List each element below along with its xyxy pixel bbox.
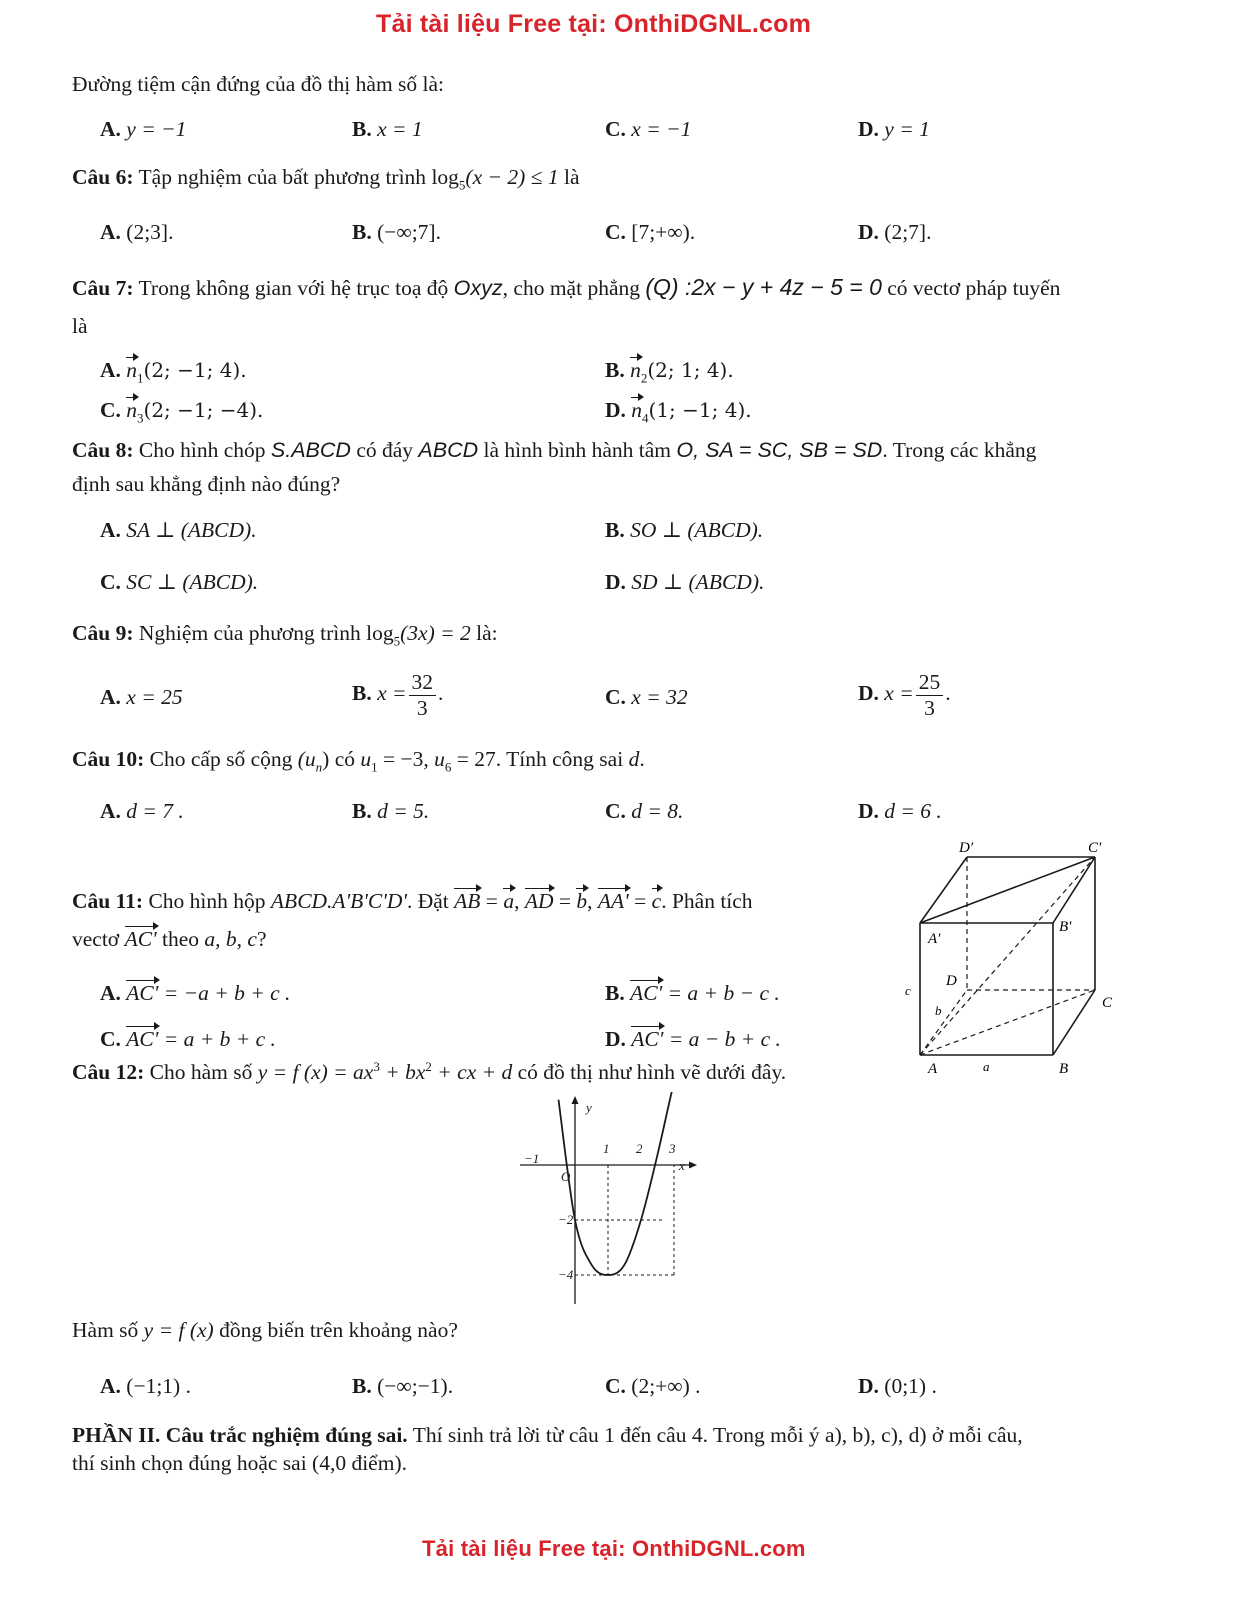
- q9-option-b[interactable]: B. x = $\frac{32}{3}$ .: [352, 670, 444, 720]
- q8-stem: Câu 8: Cho hình chóp S.ABCD có đáy ABCD là hình bình hành tâm O, SA = SC, SB = SD. Trong các khẳng: [72, 438, 1037, 462]
- q11-label: Câu 11:: [72, 889, 144, 913]
- part2-title: PHẦN II. Câu trắc nghiệm đúng sai.: [72, 1423, 408, 1447]
- y-axis-arrow: [572, 1096, 579, 1104]
- q8-option-b[interactable]: B. SO ⊥ (ABCD).: [605, 518, 764, 542]
- part2-heading: PHẦN II. Câu trắc nghiệm đúng sai. Thí sinh trả lời từ câu 1 đến câu 4. Trong mỗi ý a), b), c), d) ở mỗi câu,: [72, 1423, 1023, 1447]
- q7-option-a[interactable]: A. $n_1(2$; −1; 4).: [100, 358, 247, 386]
- x-tick-label: 3: [669, 1141, 676, 1156]
- q11-option-c[interactable]: C. AC' = a + b + c .: [100, 1027, 276, 1051]
- q6-label: Câu 6:: [72, 165, 134, 189]
- q12-option-b[interactable]: B. (−∞;−1).: [352, 1374, 454, 1398]
- parallelepiped-figure: [895, 835, 1125, 1080]
- q10-stem: Câu 10: Cho cấp số cộng $(u_n)$ có $u_1 = -3$, $u_6 = 27$. Tính công sai d.: [72, 747, 645, 775]
- edge-bc: [1053, 990, 1095, 1055]
- diag-a1c1: [920, 857, 1095, 923]
- q12-option-a[interactable]: A. (−1;1) .: [100, 1374, 191, 1398]
- q7-option-d[interactable]: D. $n_4(1$; −1; 4).: [605, 398, 752, 426]
- q6-option-d[interactable]: D. (2;7].: [858, 220, 932, 244]
- q12-question: Hàm số y = f (x) đồng biến trên khoảng nào?: [72, 1318, 458, 1342]
- y-axis-label: y: [586, 1100, 592, 1115]
- q7-stem-cont: là: [72, 314, 88, 338]
- q8-option-d[interactable]: D. SD ⊥ (ABCD).: [605, 570, 765, 594]
- q6-option-a[interactable]: A. (2;3].: [100, 220, 174, 244]
- q5-option-b[interactable]: B. x = 1: [352, 117, 423, 141]
- q11-option-b[interactable]: B. AC' = a + b − c .: [605, 981, 780, 1005]
- label-a1: A′: [928, 931, 941, 947]
- q10-option-b[interactable]: B. d = 5.: [352, 799, 430, 823]
- y-tick-label: −4: [558, 1267, 574, 1282]
- q11-stem-cont: vectơ AC' theo a, b, c?: [72, 927, 267, 951]
- q5-option-a[interactable]: A. y = −1: [100, 117, 187, 141]
- q6-stem: Câu 6: Tập nghiệm của bất phương trình $\log_5(x - 2) \le 1$ là: [72, 165, 580, 193]
- edge-ad-hidden: [920, 990, 967, 1055]
- q10-option-c[interactable]: C. d = 8.: [605, 799, 684, 823]
- label-b1: B′: [1059, 919, 1072, 935]
- q12-option-c[interactable]: C. (2;+∞) .: [605, 1374, 701, 1398]
- q10-label: Câu 10:: [72, 747, 145, 771]
- label-vec-a: a: [983, 1059, 990, 1074]
- q12-option-d[interactable]: D. (0;1) .: [858, 1374, 937, 1398]
- q8-option-a[interactable]: A. SA ⊥ (ABCD).: [100, 518, 257, 542]
- label-d: D: [946, 973, 957, 989]
- label-d1: D′: [959, 840, 974, 856]
- q11-stem: Câu 11: Cho hình hộp ABCD.A'B'C'D'. Đặt AB = a, AD = b, AA' = c. Phân tích: [72, 889, 753, 913]
- q9-label: Câu 9:: [72, 621, 134, 645]
- label-vec-b: b: [935, 1003, 942, 1018]
- q7-stem: Câu 7: Trong không gian với hệ trục toạ độ Oxyz, cho mặt phẳng (Q) :2x − y + 4z − 5 = 0 có vectơ pháp tuyến: [72, 274, 1061, 300]
- q9-option-c[interactable]: C. x = 32: [605, 685, 688, 709]
- q6-option-c[interactable]: C. [7;+∞).: [605, 220, 696, 244]
- label-c: C: [1102, 995, 1113, 1011]
- x-axis-arrow: [689, 1162, 697, 1169]
- q5-text: Đường tiệm cận đứng của đồ thị hàm số là:: [72, 72, 445, 96]
- label-a: A: [928, 1061, 938, 1077]
- q7-label: Câu 7:: [72, 276, 134, 300]
- header-banner[interactable]: Tải tài liệu Free tại: OnthiDGNL.com: [376, 10, 812, 38]
- q11-option-a[interactable]: A. AC' = −a + b + c .: [100, 981, 291, 1005]
- label-b: B: [1059, 1061, 1069, 1077]
- label-vec-c: c: [905, 983, 911, 998]
- q8-stem-cont: định sau khẳng định nào đúng?: [72, 472, 341, 496]
- y-tick-label: −2: [558, 1212, 574, 1227]
- q7-option-b[interactable]: B. $n_2(2$; 1; 4).: [605, 358, 734, 386]
- diag-ac-hidden: [920, 990, 1095, 1055]
- q9-option-a[interactable]: A. x = 25: [100, 685, 183, 709]
- q5-option-c[interactable]: C. x = −1: [605, 117, 692, 141]
- x-tick-label: −1: [524, 1151, 540, 1166]
- cubic-graph: [515, 1092, 705, 1307]
- q7-option-c[interactable]: C. $n_3(2$; −1; −4).: [100, 398, 264, 426]
- q8-label: Câu 8:: [72, 438, 134, 462]
- q12-stem: Câu 12: Cho hàm số y = f $(x) = ax^3 + bx^2$ + cx + d có đồ thị như hình vẽ dưới đây.: [72, 1059, 787, 1085]
- q9-stem: Câu 9: Nghiệm của phương trình $\log_5(3x) = 2$ là:: [72, 621, 498, 649]
- x-axis-label: x: [679, 1158, 685, 1173]
- q10-option-d[interactable]: D. d = 6 .: [858, 799, 942, 823]
- q10-option-a[interactable]: A. d = 7 .: [100, 799, 184, 823]
- q5-option-d[interactable]: D. y = 1: [858, 117, 930, 141]
- part2-text-cont: thí sinh chọn đúng hoặc sai (4,0 điểm).: [72, 1451, 407, 1475]
- q9-option-d[interactable]: D. x = $\frac{25}{3}$ .: [858, 670, 951, 720]
- q12-label: Câu 12:: [72, 1060, 145, 1085]
- label-c1: C′: [1088, 840, 1102, 856]
- q8-option-c[interactable]: C. SC ⊥ (ABCD).: [100, 570, 259, 594]
- edge-b1c1: [1053, 857, 1095, 923]
- q11-option-d[interactable]: D. AC' = a − b + c .: [605, 1027, 781, 1051]
- origin-label: O: [561, 1169, 571, 1184]
- curve-fx: [559, 1092, 684, 1275]
- footer-banner[interactable]: Tải tài liệu Free tại: OnthiDGNL.com: [422, 1536, 806, 1561]
- q6-option-b[interactable]: B. (−∞;7].: [352, 220, 441, 244]
- edge-a1d1: [920, 857, 967, 923]
- x-tick-label: 1: [603, 1141, 610, 1156]
- x-tick-label: 2: [636, 1141, 643, 1156]
